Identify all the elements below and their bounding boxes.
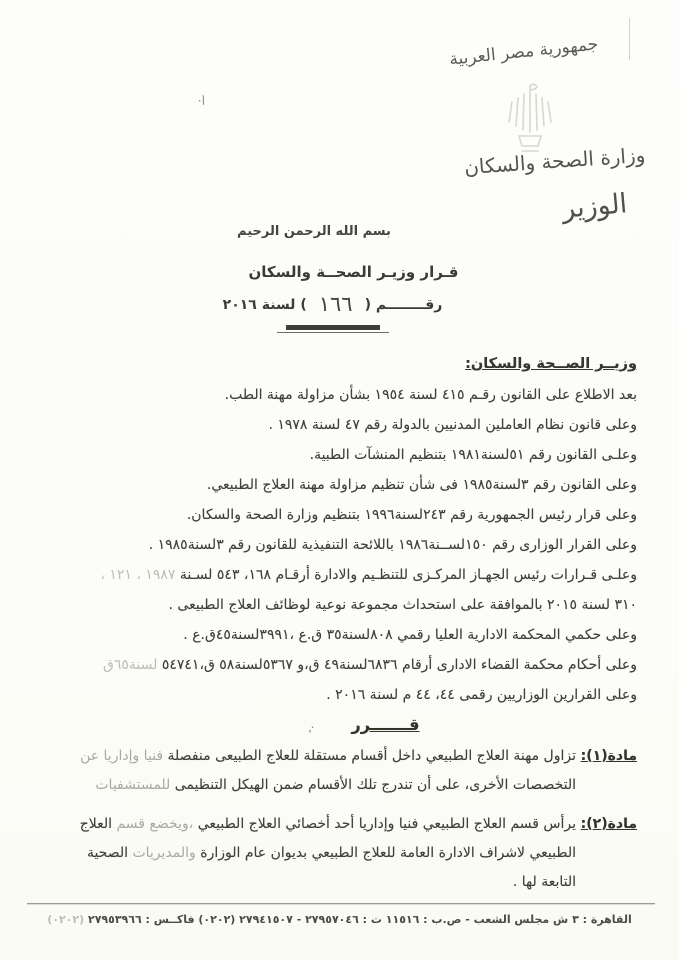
preamble-line: وعلى قانون نظام العاملين المدنيين بالدولة رقم ٤٧ لسنة ١٩٧٨ . <box>268 417 637 433</box>
decree-body <box>58 349 637 897</box>
article-2 <box>58 810 637 897</box>
preamble-line: وعلـى قـرارات رئيس الجهـاز المركـزى للتنظـيم والادارة أرقـام ١٦٨، ٥٤٣ لسـنة ١٩٨٧ ، ١٢١ ، <box>100 567 637 583</box>
preamble-line: وعلى أحكام محكمة القضاء الادارى أرقام ٦٨٣٦لسنة٤٩ ق،و ٥٣٦٧لسنة٥٨ ق،٥٤٧٤١ لسنة٦٥ق <box>102 657 637 673</box>
article-2-label: مادة(٢): <box>580 816 637 832</box>
title-divider-thick <box>286 325 380 330</box>
article-1 <box>58 742 637 800</box>
preamble-heading: وزيــر الصــحة والسكان: <box>465 356 637 372</box>
preamble-line: بعد الاطلاع على القانون رقـم ٤١٥ لسنة ١٩٥٤ بشأن مزاولة مهنة الطب. <box>224 387 637 403</box>
decree-number-prefix: رقــــــــم ( <box>364 297 443 313</box>
decision-heading-row <box>58 711 637 739</box>
decree-title-block <box>0 263 679 333</box>
preamble-line: وعلى القرار الوزارى رقم ١٥٠لســنة١٩٨٦ باللائحة التنفيذية للقانون رقم ٣لسنة١٩٨٥ . <box>148 537 637 553</box>
preamble-line: وعلى القانون رقم ٣لسنة١٩٨٥ فى شأن تنظيم مزاولة مهنة العلاج الطبيعي. <box>206 477 637 493</box>
decree-number-line <box>0 290 672 314</box>
ministry-name: وزارة الصحة والسكان <box>463 142 646 180</box>
minister-title: الوزير <box>560 188 629 225</box>
decision-heading: قـــــــرر <box>351 715 420 734</box>
preamble-line: ٣١٠ لسنة ٢٠١٥ بالموافقة على استحداث مجموعة نوعية لوظائف العلاج الطبيعى . <box>168 597 637 613</box>
article-2-text: يرأس قسم العلاج الطبيعي فنيا وإداريا أحد أخصائي العلاج الطبيعي ،ويخضع قسم العلاج الطبيعي لاشراف الادارة العامة للعلاج الطبيعي بديوان عام الوزارة والمديريات الصحية التابعة لها . <box>79 816 576 890</box>
decree-number: ١٦٦ <box>318 292 353 316</box>
decree-number-suffix: ) لسنة ٢٠١٦ <box>222 297 307 313</box>
article-1-label: مادة(١): <box>580 748 637 764</box>
preamble-line: وعلى قرار رئيس الجمهورية رقم ٢٤٣لسنة١٩٩٦ بتنظيم وزارة الصحة والسكان. <box>186 507 637 523</box>
handwritten-mark: ·, <box>306 722 316 735</box>
preamble-line: وعلى حكمي المحكمة الادارية العليا رقمي ٨٠٨لسنة٣٥ ق.ع ،٣٩٩١لسنة٤٥ق.ع . <box>183 627 637 643</box>
title-divider <box>0 325 672 333</box>
title-divider-thin <box>277 332 389 333</box>
preamble-line: وعلـى القانون رقم ٥١لسنة١٩٨١ بتنظيم المنشآت الطبية. <box>309 447 637 463</box>
footer-divider <box>27 903 655 904</box>
preamble-line: وعلى القرارين الوزاريين رقمى ٤٤، ٤٤ م لسنة ٢٠١٦ . <box>326 687 637 703</box>
handwritten-mark: ·/ <box>196 93 208 108</box>
footer-address: القاهرة : ٣ ش مجلس الشعب - ص.ب : ١١٥١٦ ت : ٢٧٩٥٧٠٤٦ - ٢٧٩٤١٥٠٧ (٠٢٠٢) فاكــس : ٢٧٩٥٣٩٦٦ (٠٢٠٢) <box>47 913 632 926</box>
article-1-text: تزاول مهنة العلاج الطبيعي داخل أقسام مستقلة للعلاج الطبيعى منفصلة فنيا وإداريا عن التخصصات الأخرى، على أن تندرج تلك الأقسام ضمن الهيكل التنظيمى للمستشفيات <box>80 748 576 793</box>
scan-artifact <box>629 18 630 60</box>
basmala: بسم الله الرحمن الرحيم <box>237 224 391 239</box>
decree-title: قـرار وزيـر الصحــة والسكان <box>248 263 459 281</box>
country-name: جمهورية مصر العربية <box>448 34 600 70</box>
